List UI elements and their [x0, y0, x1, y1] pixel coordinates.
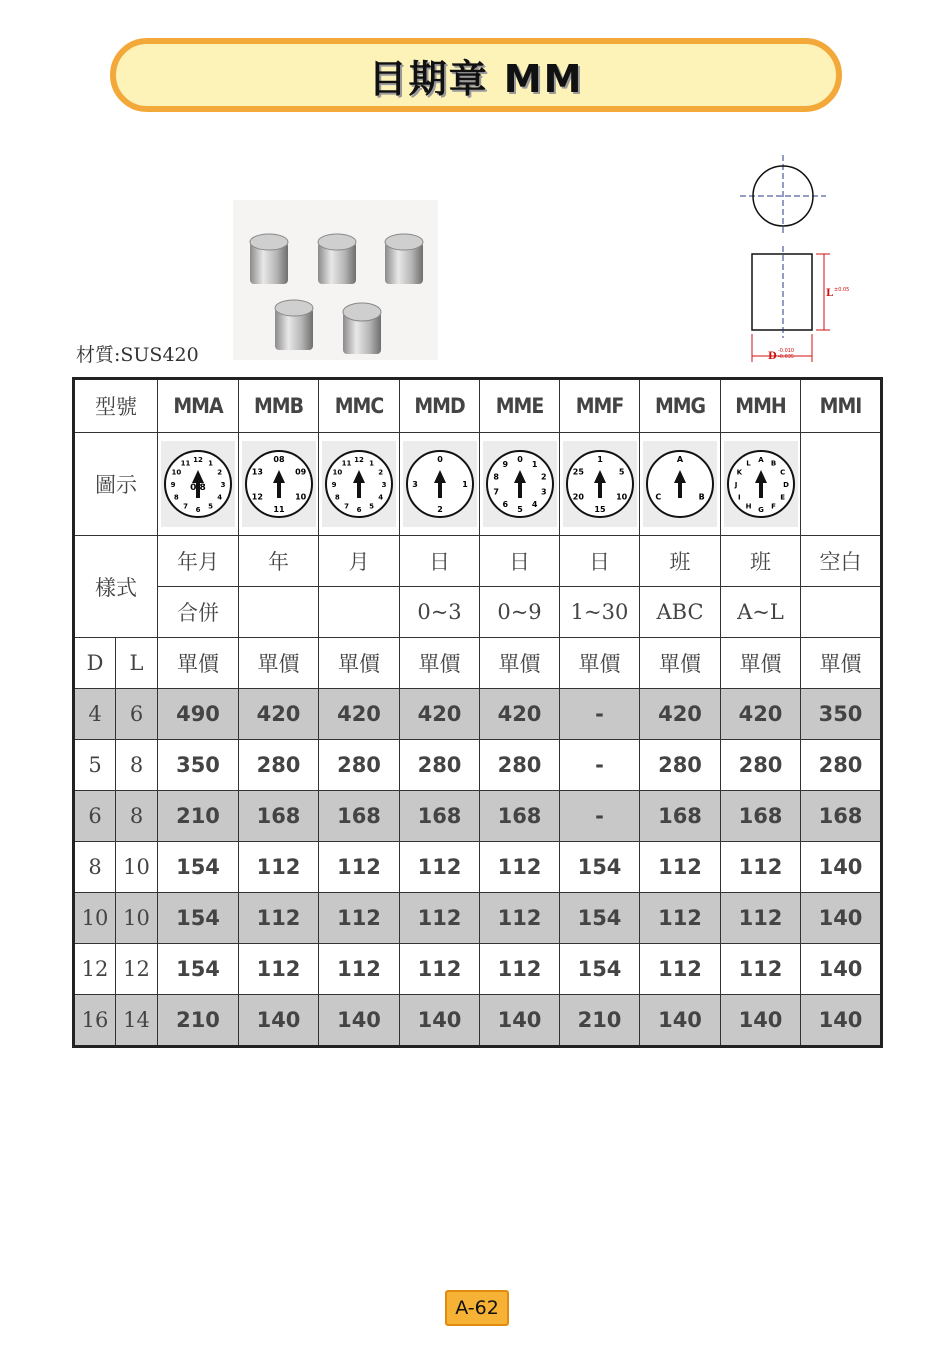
dial-label: L: [745, 459, 751, 468]
dial-label: 4: [531, 500, 537, 510]
price-cell: 140: [801, 842, 882, 893]
dial-label: D: [782, 481, 789, 489]
spec-table: [72, 377, 883, 1048]
title-banner: [110, 38, 842, 112]
price-cell: 210: [158, 995, 239, 1047]
price-cell: 112: [640, 944, 721, 995]
dial-label: 8: [492, 472, 499, 482]
price-cell: 168: [480, 791, 560, 842]
dial-label: 08: [272, 455, 285, 464]
dial-label: 11: [180, 459, 191, 468]
dial-icon-mme: [484, 448, 556, 520]
dial-label: 2: [436, 505, 443, 514]
price-cell: 210: [560, 995, 640, 1047]
price-header: 單價: [319, 638, 400, 689]
length-cell: 10: [116, 842, 158, 893]
length-cell: 6: [116, 689, 158, 740]
price-header: 單價: [480, 638, 560, 689]
price-header: 單價: [239, 638, 319, 689]
dial-label: 6: [502, 500, 508, 510]
price-cell: 154: [560, 944, 640, 995]
model-label: 型號: [74, 379, 158, 433]
dial-label: 11: [272, 505, 285, 514]
price-header-row: [74, 638, 882, 689]
dial-label: 12: [193, 456, 203, 464]
dim-d-tolerance-upper: -0.010: [778, 348, 795, 354]
dial-cell: [239, 433, 319, 536]
dial-label: 15: [593, 505, 606, 514]
model-name: MME: [480, 379, 560, 433]
price-cell: 112: [480, 944, 560, 995]
model-name: MMH: [721, 379, 801, 433]
style-value: 日: [480, 536, 560, 587]
price-cell: 112: [721, 842, 801, 893]
price-cell: -: [560, 689, 640, 740]
dial-label: H: [745, 502, 751, 511]
dial-icon-mma: [162, 448, 234, 520]
stamp-2: [318, 234, 356, 284]
style-range: 合併: [158, 587, 239, 638]
price-cell: 154: [560, 842, 640, 893]
dial-icon-mmg: [644, 448, 716, 520]
dial-label: 3: [381, 481, 387, 489]
price-cell: 280: [480, 740, 560, 791]
dial-label: 7: [492, 487, 499, 497]
dial-label: 9: [170, 481, 176, 489]
dial-icon-mmd: [404, 448, 476, 520]
price-cell: 112: [239, 944, 319, 995]
dial-cell: [560, 433, 640, 536]
icon-label: 圖示: [74, 433, 158, 536]
page-title: 目期章 MM: [368, 56, 584, 101]
model-name: MMB: [239, 379, 319, 433]
dial-cell: [400, 433, 480, 536]
style-range: [239, 587, 319, 638]
table-row: [74, 842, 882, 893]
price-cell: 140: [801, 995, 882, 1047]
price-cell: 280: [721, 740, 801, 791]
price-cell: 280: [400, 740, 480, 791]
price-cell: 168: [239, 791, 319, 842]
dial-label: 25: [572, 467, 584, 477]
dimension-drawing: [738, 150, 858, 365]
style-range: A~L: [721, 587, 801, 638]
length-cell: 12: [116, 944, 158, 995]
price-cell: 112: [640, 842, 721, 893]
length-cell: 8: [116, 740, 158, 791]
price-cell: 210: [158, 791, 239, 842]
dial-label: A: [757, 456, 764, 464]
price-cell: 168: [721, 791, 801, 842]
dial-icon-mmf: [564, 448, 636, 520]
price-cell: 168: [400, 791, 480, 842]
dial-label: 9: [331, 481, 337, 489]
dial-label: 1: [369, 459, 374, 468]
dial-label: 7: [183, 502, 188, 511]
price-cell: 140: [480, 995, 560, 1047]
dial-icon-mmh: [725, 448, 797, 520]
price-cell: 140: [640, 995, 721, 1047]
price-cell: 140: [801, 944, 882, 995]
dial-cell: [721, 433, 801, 536]
dial-label: J: [734, 481, 737, 489]
dial-cell: [640, 433, 721, 536]
dial-cell-empty: [801, 433, 882, 536]
price-header: 單價: [801, 638, 882, 689]
price-cell: 112: [239, 893, 319, 944]
dial-label: 10: [294, 492, 306, 502]
model-name: MMI: [801, 379, 882, 433]
dial-label: 6: [195, 506, 201, 514]
icon-row: [74, 433, 882, 536]
price-cell: 420: [319, 689, 400, 740]
price-cell: 140: [801, 893, 882, 944]
dial-center-label: 0 8: [190, 483, 206, 493]
price-cell: -: [560, 740, 640, 791]
product-photo: [233, 200, 438, 360]
dial-label: 0: [516, 455, 523, 464]
dial-label: I: [737, 493, 741, 502]
price-cell: 112: [319, 842, 400, 893]
dial-label: 2: [540, 472, 547, 482]
dial-label: E: [779, 493, 785, 502]
table-row: [74, 944, 882, 995]
dial-label: 8: [334, 493, 340, 502]
price-cell: 112: [319, 944, 400, 995]
dial-label: 5: [618, 467, 624, 477]
dial-label: 12: [354, 456, 364, 464]
model-name: MMC: [319, 379, 400, 433]
dial-cell: [480, 433, 560, 536]
dial-label: 1: [596, 455, 603, 464]
dial-label: 8: [173, 493, 179, 502]
price-cell: 112: [721, 944, 801, 995]
price-cell: 168: [319, 791, 400, 842]
dial-label: 5: [208, 502, 213, 511]
stamp-1: [250, 234, 288, 284]
dial-label: K: [736, 468, 742, 477]
price-header: 單價: [560, 638, 640, 689]
price-cell: 140: [239, 995, 319, 1047]
dial-label: 3: [540, 487, 547, 497]
style-value: 年: [239, 536, 319, 587]
price-cell: 350: [801, 689, 882, 740]
price-cell: 154: [158, 893, 239, 944]
dial-label: 12: [251, 492, 263, 502]
price-cell: 154: [560, 893, 640, 944]
dial-label: C: [655, 492, 662, 502]
table-row: [74, 740, 882, 791]
price-cell: 420: [480, 689, 560, 740]
price-body: [74, 689, 882, 1047]
dial-label: 4: [217, 493, 223, 502]
style-value: 空白: [801, 536, 882, 587]
price-cell: 112: [400, 893, 480, 944]
table-row: [74, 689, 882, 740]
dim-d-label: D: [768, 351, 777, 362]
price-header: 單價: [721, 638, 801, 689]
style-value: 班: [640, 536, 721, 587]
model-name: MMF: [560, 379, 640, 433]
dial-label: 6: [356, 506, 362, 514]
dial-cell: [158, 433, 239, 536]
table-row: [74, 893, 882, 944]
style-value: 日: [400, 536, 480, 587]
style-row-2: [74, 587, 882, 638]
diameter-cell: 6: [74, 791, 116, 842]
price-cell: 112: [480, 842, 560, 893]
l-header: L: [116, 638, 158, 689]
dial-label: C: [779, 468, 785, 477]
price-cell: 420: [640, 689, 721, 740]
price-cell: 420: [400, 689, 480, 740]
stamp-3: [385, 234, 423, 284]
dial-cell: [319, 433, 400, 536]
dial-label: 1: [208, 459, 213, 468]
dial-label: G: [757, 506, 764, 514]
dial-label: 2: [217, 468, 223, 477]
dial-label: 2: [378, 468, 384, 477]
price-cell: 140: [319, 995, 400, 1047]
diameter-cell: 12: [74, 944, 116, 995]
price-cell: 112: [721, 893, 801, 944]
dial-label: 1: [531, 459, 537, 469]
diameter-cell: 4: [74, 689, 116, 740]
diameter-cell: 5: [74, 740, 116, 791]
style-value: 班: [721, 536, 801, 587]
price-cell: 140: [400, 995, 480, 1047]
style-row-1: [74, 536, 882, 587]
price-cell: 420: [721, 689, 801, 740]
dial-icon-mmb: [243, 448, 315, 520]
model-name: MMA: [158, 379, 239, 433]
dial-label: A: [676, 455, 684, 464]
table-row: [74, 995, 882, 1047]
dial-label: 09: [294, 467, 306, 477]
style-range: [319, 587, 400, 638]
price-cell: 112: [400, 842, 480, 893]
dial-label: B: [698, 492, 705, 502]
style-range: [801, 587, 882, 638]
price-header: 單價: [400, 638, 480, 689]
dim-d-tolerance-lower: -0.035: [778, 354, 795, 360]
model-row: [74, 379, 882, 433]
dim-l-tolerance: ±0.05: [834, 287, 850, 293]
dial-label: 13: [251, 467, 263, 477]
style-range: ABC: [640, 587, 721, 638]
style-range: 1~30: [560, 587, 640, 638]
material-label: 材質:SUS420: [76, 344, 199, 366]
dial-icon-mmc: [323, 448, 395, 520]
length-cell: 14: [116, 995, 158, 1047]
price-cell: 490: [158, 689, 239, 740]
price-cell: 280: [239, 740, 319, 791]
price-cell: 154: [158, 944, 239, 995]
style-range: 0~3: [400, 587, 480, 638]
length-cell: 8: [116, 791, 158, 842]
price-cell: -: [560, 791, 640, 842]
price-cell: 154: [158, 842, 239, 893]
style-value: 日: [560, 536, 640, 587]
style-label: 樣式: [74, 536, 158, 638]
dial-label: 7: [344, 502, 349, 511]
dial-label: 5: [369, 502, 374, 511]
style-value: 年月: [158, 536, 239, 587]
dial-label: 11: [341, 459, 352, 468]
price-cell: 280: [801, 740, 882, 791]
model-name: MMG: [640, 379, 721, 433]
price-cell: 112: [319, 893, 400, 944]
dial-label: F: [770, 502, 776, 511]
price-cell: 168: [640, 791, 721, 842]
dial-label: 3: [220, 481, 226, 489]
table-row: [74, 791, 882, 842]
dial-label: 10: [332, 468, 343, 477]
price-header: 單價: [640, 638, 721, 689]
price-header: 單價: [158, 638, 239, 689]
dial-label: B: [770, 459, 776, 468]
page-number: A-62: [445, 1290, 509, 1326]
price-cell: 168: [801, 791, 882, 842]
price-cell: 140: [721, 995, 801, 1047]
stamp-5: [343, 303, 381, 354]
dial-label: 3: [411, 480, 418, 489]
diameter-cell: 10: [74, 893, 116, 944]
dial-label: 5: [516, 505, 523, 514]
dial-label: 1: [461, 480, 468, 489]
style-value: 月: [319, 536, 400, 587]
dial-label: 0: [436, 455, 443, 464]
price-cell: 280: [640, 740, 721, 791]
price-cell: 112: [480, 893, 560, 944]
length-cell: 10: [116, 893, 158, 944]
dial-label: 10: [171, 468, 182, 477]
d-header: D: [74, 638, 116, 689]
price-cell: 420: [239, 689, 319, 740]
price-cell: 350: [158, 740, 239, 791]
diameter-cell: 16: [74, 995, 116, 1047]
price-cell: 112: [400, 944, 480, 995]
dim-l-label: L: [826, 288, 834, 299]
price-cell: 112: [239, 842, 319, 893]
stamp-4: [275, 300, 313, 350]
diameter-cell: 8: [74, 842, 116, 893]
model-name: MMD: [400, 379, 480, 433]
style-range: 0~9: [480, 587, 560, 638]
price-cell: 280: [319, 740, 400, 791]
price-cell: 112: [640, 893, 721, 944]
dial-label: 20: [572, 492, 584, 502]
dial-label: 4: [378, 493, 384, 502]
dial-label: 9: [502, 459, 508, 469]
dial-label: 10: [615, 492, 627, 502]
